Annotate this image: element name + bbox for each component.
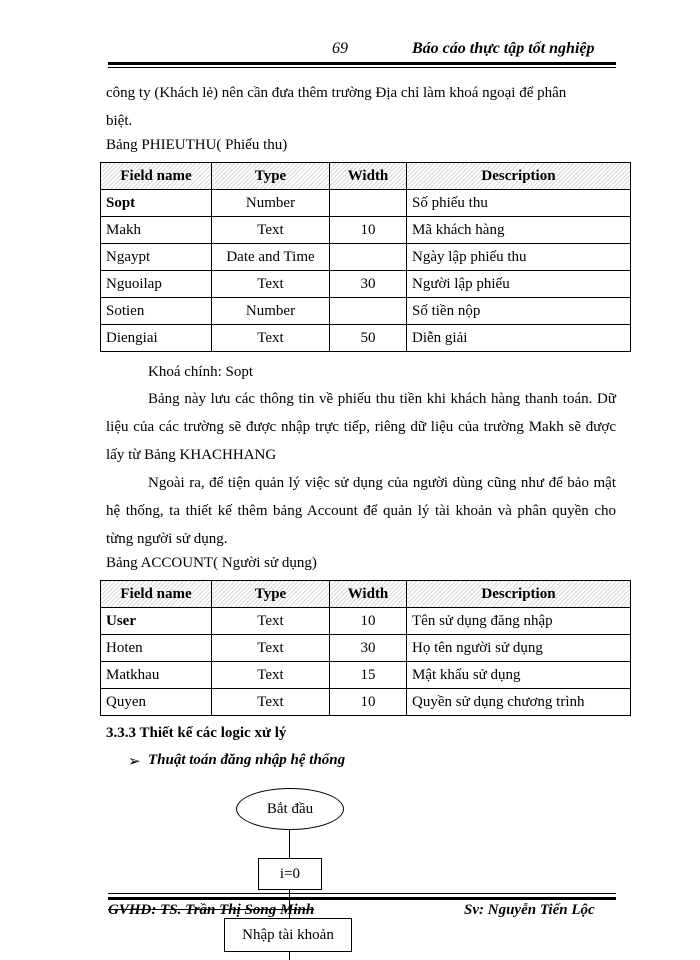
section-heading: 3.3.3 Thiết kế các logic xử lý (106, 725, 287, 741)
col-header: Description (407, 163, 631, 190)
flow-start-node: Bắt đầu (236, 788, 344, 830)
cell-type: Text (212, 635, 330, 662)
intro-line-1: công ty (Khách lẻ) nên cần đưa thêm trường Địa chỉ làm khoá ngoại để phân (106, 85, 567, 101)
table-row (101, 608, 631, 635)
cell-type: Text (212, 325, 330, 352)
cell-width (330, 190, 407, 217)
cell-field: Makh (101, 217, 212, 244)
col-header: Width (330, 581, 407, 608)
cell-field: Quyen (101, 689, 212, 716)
cell-description: Số tiền nộp (407, 298, 631, 325)
page-number: 69 (332, 40, 348, 57)
cell-description: Diễn giải (407, 325, 631, 352)
cell-field: Sotien (101, 298, 212, 325)
col-header: Width (330, 163, 407, 190)
table-row (101, 271, 631, 298)
cell-field: User (101, 608, 212, 635)
cell-type: Text (212, 689, 330, 716)
flow-init-node: i=0 (258, 858, 322, 890)
cell-type: Date and Time (212, 244, 330, 271)
cell-type: Number (212, 190, 330, 217)
table-header-row (101, 581, 631, 608)
table-row (101, 217, 631, 244)
cell-description: Người lập phiếu (407, 271, 631, 298)
paragraph-phieuthu: Bảng này lưu các thông tin về phiếu thu tiền khi khách hàng thanh toán. Dữ liệu của các trường sẽ được nhập trực tiếp, riêng dữ liệu của trường Makh sẽ được lấy từ Bảng KHACHHANG (106, 391, 616, 463)
cell-type: Text (212, 608, 330, 635)
cell-width: 10 (330, 217, 407, 244)
phieuthu-table (100, 162, 631, 352)
paragraph-account: Ngoài ra, để tiện quản lý việc sử dụng của người dùng cũng như để bảo mật hệ thống, ta thiết kế thêm bảng Account để quản lý tài khoản và phân quyền cho từng người sử dụng. (106, 475, 616, 547)
footer-rule-thin (108, 893, 616, 894)
col-header: Field name (101, 581, 212, 608)
col-header: Description (407, 581, 631, 608)
cell-width (330, 244, 407, 271)
cell-width: 30 (330, 635, 407, 662)
table-header-row (101, 163, 631, 190)
col-header: Type (212, 163, 330, 190)
cell-description: Số phiếu thu (407, 190, 631, 217)
intro-line-2: biệt. (106, 113, 133, 129)
bullet-arrow-icon: ➢ (128, 754, 141, 770)
cell-description: Tên sử dụng đăng nhập (407, 608, 631, 635)
table-row (101, 662, 631, 689)
supervisor-name: GVHD: TS. Trần Thị Song Minh (108, 902, 315, 918)
account-table (100, 580, 631, 716)
table-row (101, 190, 631, 217)
cell-width: 30 (330, 271, 407, 298)
cell-field: Ngaypt (101, 244, 212, 271)
flow-connector (289, 829, 290, 859)
header-rule-thin (108, 67, 616, 68)
cell-type: Text (212, 271, 330, 298)
cell-width: 10 (330, 608, 407, 635)
table-row (101, 689, 631, 716)
cell-description: Quyền sử dụng chương trình (407, 689, 631, 716)
table-row (101, 244, 631, 271)
cell-type: Text (212, 217, 330, 244)
algorithm-title: Thuật toán đăng nhập hệ thống (148, 752, 346, 768)
cell-width: 50 (330, 325, 407, 352)
table-row (101, 298, 631, 325)
cell-type: Text (212, 662, 330, 689)
cell-field: Sopt (101, 190, 212, 217)
header-rule-thick (108, 62, 616, 65)
cell-description: Mã khách hàng (407, 217, 631, 244)
table-row (101, 635, 631, 662)
cell-description: Ngày lập phiếu thu (407, 244, 631, 271)
student-name: Sv: Nguyễn Tiến Lộc (464, 902, 595, 918)
cell-description: Họ tên người sử dụng (407, 635, 631, 662)
cell-field: Matkhau (101, 662, 212, 689)
cell-field: Hoten (101, 635, 212, 662)
table-row (101, 325, 631, 352)
col-header: Type (212, 581, 330, 608)
cell-field: Diengiai (101, 325, 212, 352)
flow-input-node: Nhập tài khoản (224, 918, 352, 952)
cell-description: Mật khẩu sử dụng (407, 662, 631, 689)
cell-field: Nguoilap (101, 271, 212, 298)
cell-width (330, 298, 407, 325)
cell-width: 10 (330, 689, 407, 716)
document-title: Báo cáo thực tập tốt nghiệp (412, 40, 595, 57)
table2-caption: Bảng ACCOUNT( Người sử dụng) (106, 555, 317, 571)
table1-caption: Bảng PHIEUTHU( Phiếu thu) (106, 137, 288, 153)
primary-key-note: Khoá chính: Sopt (148, 364, 253, 380)
col-header: Field name (101, 163, 212, 190)
cell-width: 15 (330, 662, 407, 689)
cell-type: Number (212, 298, 330, 325)
footer-rule-thick (108, 897, 616, 900)
